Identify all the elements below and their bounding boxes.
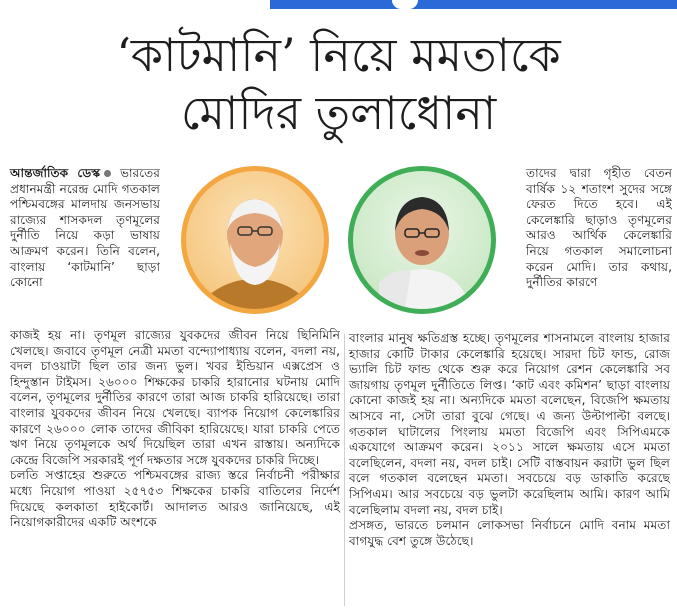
right-top-text: তাদের দ্বারা গৃহীত বেতন বার্ষিক ১২ শতাংশ সুদের সঙ্গে ফেরত দিতে হবে। এই কেলেঙ্কারি ছাড়াও তৃণমূলের আরও আর্থিক কেলেঙ্কারি নিয়ে গতকাল সমালোচনা করেন মোদি। তার কথায়, দুর্নীতির কারণে [526, 166, 672, 290]
dateline: আন্তর্জাতিক ডেস্ক [10, 166, 101, 180]
column-divider [344, 334, 345, 606]
left-bottom-paragraph-2: চলতি সপ্তাহের শুরুতে পশ্চিমবঙ্গের রাজ্য স্তরে নির্বাচনী পরীক্ষার মধ্যে নিয়োগ পাওয়া ২৫৭৫৩ শিক্ষকের চাকরি বাতিলের নির্দেশ দিয়েছে কলকাতা হাইকোর্ট। আদালত আরও জানিয়েছে, এই নিয়োগকারীদের একটি অংশকে [10, 468, 340, 530]
modi-portrait-image [181, 166, 329, 314]
left-bottom-paragraph-1: কাজই হয় না। তৃণমূল রাজ্যের যুবকদের জীবন নিয়ে ছিনিমিনি খেলছে। জবাবে তৃণমূল নেত্রী মমতা বন্দ্যোপাধ্যায় বলেন, বদলা নয়, বদল চাওয়াটা ছিল তার জন্য ভুল। খবর ইন্ডিয়ান এক্সপ্রেস ও হিন্দুস্তান টাইমস। ২৬০০০ শিক্ষকের চাকরি হারানোর ঘটনায় মোদি বলেন, তৃণমূলের দুর্নীতির কারণে তারা আজ চাকরি হারিয়েছে। তারা বাংলার যুবকদের জীবন নিয়ে খেলছে। ব্যাপক নিয়োগ কেলেঙ্কারির কারণে ২৬০০০ লোক তাদের জীবিকা হারিয়েছে। যারা চাকরি পেতে ঋণ নিয়ে তৃণমূলকে অর্থ দিয়েছিল তারা এখন রাস্তায়। অন্যদিকে কেন্দ্রে বিজেপি সরকারই পূর্ণ দক্ষতার সঙ্গে যুবকদের চাকরি দিচ্ছে। [10, 328, 340, 467]
article-column-right-top [526, 166, 672, 291]
right-bottom-paragraph-2: প্রসঙ্গত, ভারতে চলমান লোকসভা নির্বাচনে মোদি বনাম মমতা বাগযুদ্ধ বেশ তুঙ্গে উঠেছে। [349, 518, 670, 548]
mamata-portrait-illustration [353, 171, 491, 309]
modi-portrait-illustration [186, 171, 324, 309]
article-column-left-bottom [10, 328, 340, 531]
headline-line-2: মোদির তুলাধোনা [180, 86, 497, 140]
dateline-dot [104, 170, 111, 177]
top-banner [0, 0, 677, 10]
top-banner-blue-strip [270, 0, 677, 9]
left-top-text: ভারতের প্রধানমন্ত্রী নরেন্দ্র মোদি গতকাল পশ্চিমবঙ্গের মালদায় জনসভায় রাজ্যের শাসকদল তৃণমূলের দুর্নীতি নিয়ে কড়া ভাষায় আক্রমণ করেন। তিনি বলেন, বাংলায় ‘কাটমানি’ ছাড়া কোনো [10, 166, 161, 290]
headline-line-1: ‘কাটমানি’ নিয়ে মমতাকে [116, 28, 561, 82]
headline [0, 26, 677, 142]
article-column-right-bottom [349, 331, 670, 549]
right-bottom-paragraph-1: বাংলার মানুষ ক্ষতিগ্রস্ত হচ্ছে। তৃণমূলের শাসনামলে বাংলায় হাজার হাজার কোটি টাকার কেলেঙ্কারি হয়েছে। সারদা চিট ফান্ড, রোজ ভ্যালি চিট ফান্ড থেকে শুরু করে নিয়োগ রেশন কেলেঙ্কারি সব জায়গায় তৃণমূল দুর্নীতিতে লিপ্ত। ‘কাট এবং কমিশন’ ছাড়া বাংলায় কোনো কাজই হয় না। অন্যদিকে মমতা বলেছেন, বিজেপি ক্ষমতায় আসবে না, সেটা তারা বুঝে গেছে। এ জন্য উল্টাপাল্টা বলছে। গতকাল ঘাটালের পিংলায় মমতা বিজেপি এবং সিপিএমকে একযোগে আক্রমণ করেন। ২০১১ সালে ক্ষমতায় এসে মমতা বলেছিলেন, বদলা নয়, বদল চাই। সেটি বাস্তবায়ন করাটা ভুল ছিল বলে গতকাল বলেছেন মমতা। সবচেয়ে বড় ডাকাতি করেছে সিপিএম। আর সবচেয়ে বড় ভুলটা করেছিলাম আমি। কারণ আমি বলেছিলাম বদলা নয়, বদল চাই। [349, 331, 670, 517]
article-column-left-top [10, 166, 160, 291]
mamata-portrait-image [348, 166, 496, 314]
